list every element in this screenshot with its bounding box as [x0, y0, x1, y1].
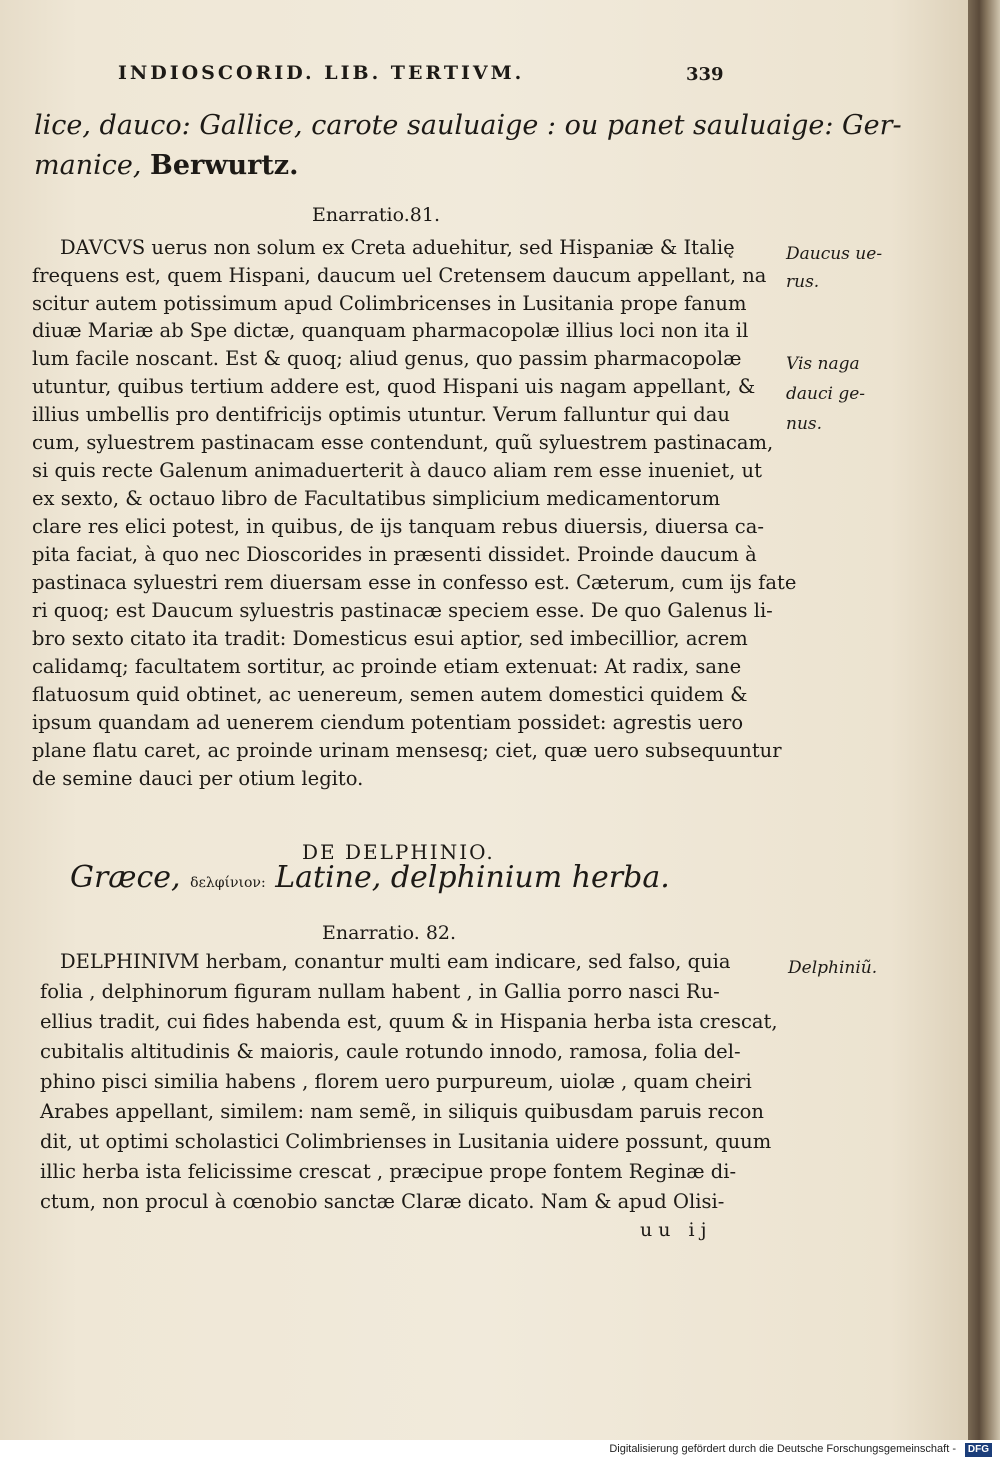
page-number: 339	[686, 64, 724, 85]
text-line: utuntur, quibus tertium addere est, quod Hispani uis nagam appellant, &	[32, 375, 756, 398]
margin-note: nus.	[786, 414, 823, 434]
margin-note: dauci ge-	[786, 384, 866, 404]
text-line: ctum, non procul à cœnobio sanctæ Claræ dicato. Nam & apud Olisi-	[40, 1190, 725, 1213]
text-line: lum facile noscant. Est & quoq; aliud genus, quo passim pharmacopolæ	[32, 347, 742, 370]
text-line: DELPHINIVM herbam, conantur multi eam indicare, sed falso, quia	[60, 950, 731, 973]
margin-note: Delphiniũ.	[788, 958, 878, 978]
text-line: ipsum quandam ad uenerem ciendum potentiam possidet: agrestis uero	[32, 711, 744, 734]
text-line: clare res elici potest, in quibus, de ijs tanquam rebus diuersis, diuersa ca-	[32, 515, 764, 538]
text-line: illius umbellis pro dentifricijs optimis utuntur. Verum falluntur qui dau	[32, 403, 730, 426]
text-line: ri quoq; est Daucum syluestris pastinacæ speciem esse. De quo Galenus li-	[32, 599, 773, 622]
text-line: phino pisci similia habens , florem uero purpureum, uiolæ , quam cheiri	[40, 1070, 752, 1093]
footer-credit: Digitalisierung gefördert durch die Deutsche Forschungsgemeinschaft -	[609, 1443, 956, 1455]
text-line: DAVCVS uerus non solum ex Creta aduehitur, sed Hispaniæ & Italię	[60, 236, 735, 259]
scanner-edge	[968, 0, 1000, 1440]
margin-note: rus.	[786, 272, 820, 292]
text-line: diuæ Mariæ ab Spe dictæ, quanquam pharmacopolæ illius loci non ita il	[32, 319, 749, 342]
text-line: de semine dauci per otium legito.	[32, 767, 364, 790]
blackletter-word: Berwurtz.	[150, 150, 299, 181]
text-line: Arabes appellant, similem: nam semẽ, in siliquis quibusdam paruis recon	[40, 1100, 764, 1123]
intro-line	[34, 150, 299, 182]
dfg-logo: DFG	[965, 1443, 992, 1457]
text-line: bro sexto citato ita tradit: Domesticus esui aptior, sed imbecillior, acrem	[32, 627, 748, 650]
text-line: folia , delphinorum figuram nullam habent , in Gallia porro nasci Ru-	[40, 980, 720, 1003]
intro-line-text: manice,	[34, 150, 142, 181]
enarratio-heading: Enarratio.81.	[312, 204, 440, 226]
intro-line: lice, dauco: Gallice, carote sauluaige : ou panet sauluaige: Ger-	[34, 110, 902, 141]
running-head: INDIOSCORID. LIB. TERTIVM.	[118, 62, 525, 84]
text-line: illic herba ista felicissime crescat , præcipue prope fontem Reginæ di-	[40, 1160, 737, 1183]
section-title: DE DELPHINIO.	[302, 840, 495, 864]
text-line: scitur autem potissimum apud Colimbricenses in Lusitania prope fanum	[32, 292, 747, 315]
enarratio-heading: Enarratio. 82.	[322, 922, 457, 944]
text-line: flatuosum quid obtinet, ac uenereum, semen autem domestici quidem &	[32, 683, 748, 706]
section-sub-greek-label: Græce,	[70, 860, 181, 895]
margin-note: Vis naga	[786, 354, 860, 374]
text-line: pastinaca syluestri rem diuersam esse in confesso est. Cæterum, cum ijs fate	[32, 571, 797, 594]
text-line: cum, syluestrem pastinacam esse contendunt, quũ syluestrem pastinacam,	[32, 431, 774, 454]
section-subtitle	[70, 860, 670, 895]
section-sub-latin: Latine, delphinium herba.	[275, 860, 670, 895]
text-line: calidamq; facultatem sortitur, ac proinde etiam extenuat: At radix, sane	[32, 655, 742, 678]
catchword: uu ij	[640, 1219, 713, 1241]
margin-note: Daucus ue-	[786, 244, 883, 264]
greek-word: δελφίνιον:	[190, 875, 266, 891]
text-line: plane flatu caret, ac proinde urinam mensesq; ciet, quæ uero subsequuntur	[32, 739, 782, 762]
text-line: ex sexto, & octauo libro de Facultatibus simplicium medicamentorum	[32, 487, 721, 510]
text-line: si quis recte Galenum animaduerterit à dauco aliam rem esse inueniet, ut	[32, 459, 762, 482]
text-line: cubitalis altitudinis & maioris, caule rotundo innodo, ramosa, folia del-	[40, 1040, 741, 1063]
text-line: dit, ut optimi scholastici Colimbrienses in Lusitania uidere possunt, quum	[40, 1130, 772, 1153]
text-line: frequens est, quem Hispani, daucum uel Cretensem daucum appellant, na	[32, 264, 767, 287]
text-line: ellius tradit, cui fides habenda est, quum & in Hispania herba ista crescat,	[40, 1010, 778, 1033]
text-line: pita faciat, à quo nec Dioscorides in præsenti dissidet. Proinde daucum à	[32, 543, 757, 566]
